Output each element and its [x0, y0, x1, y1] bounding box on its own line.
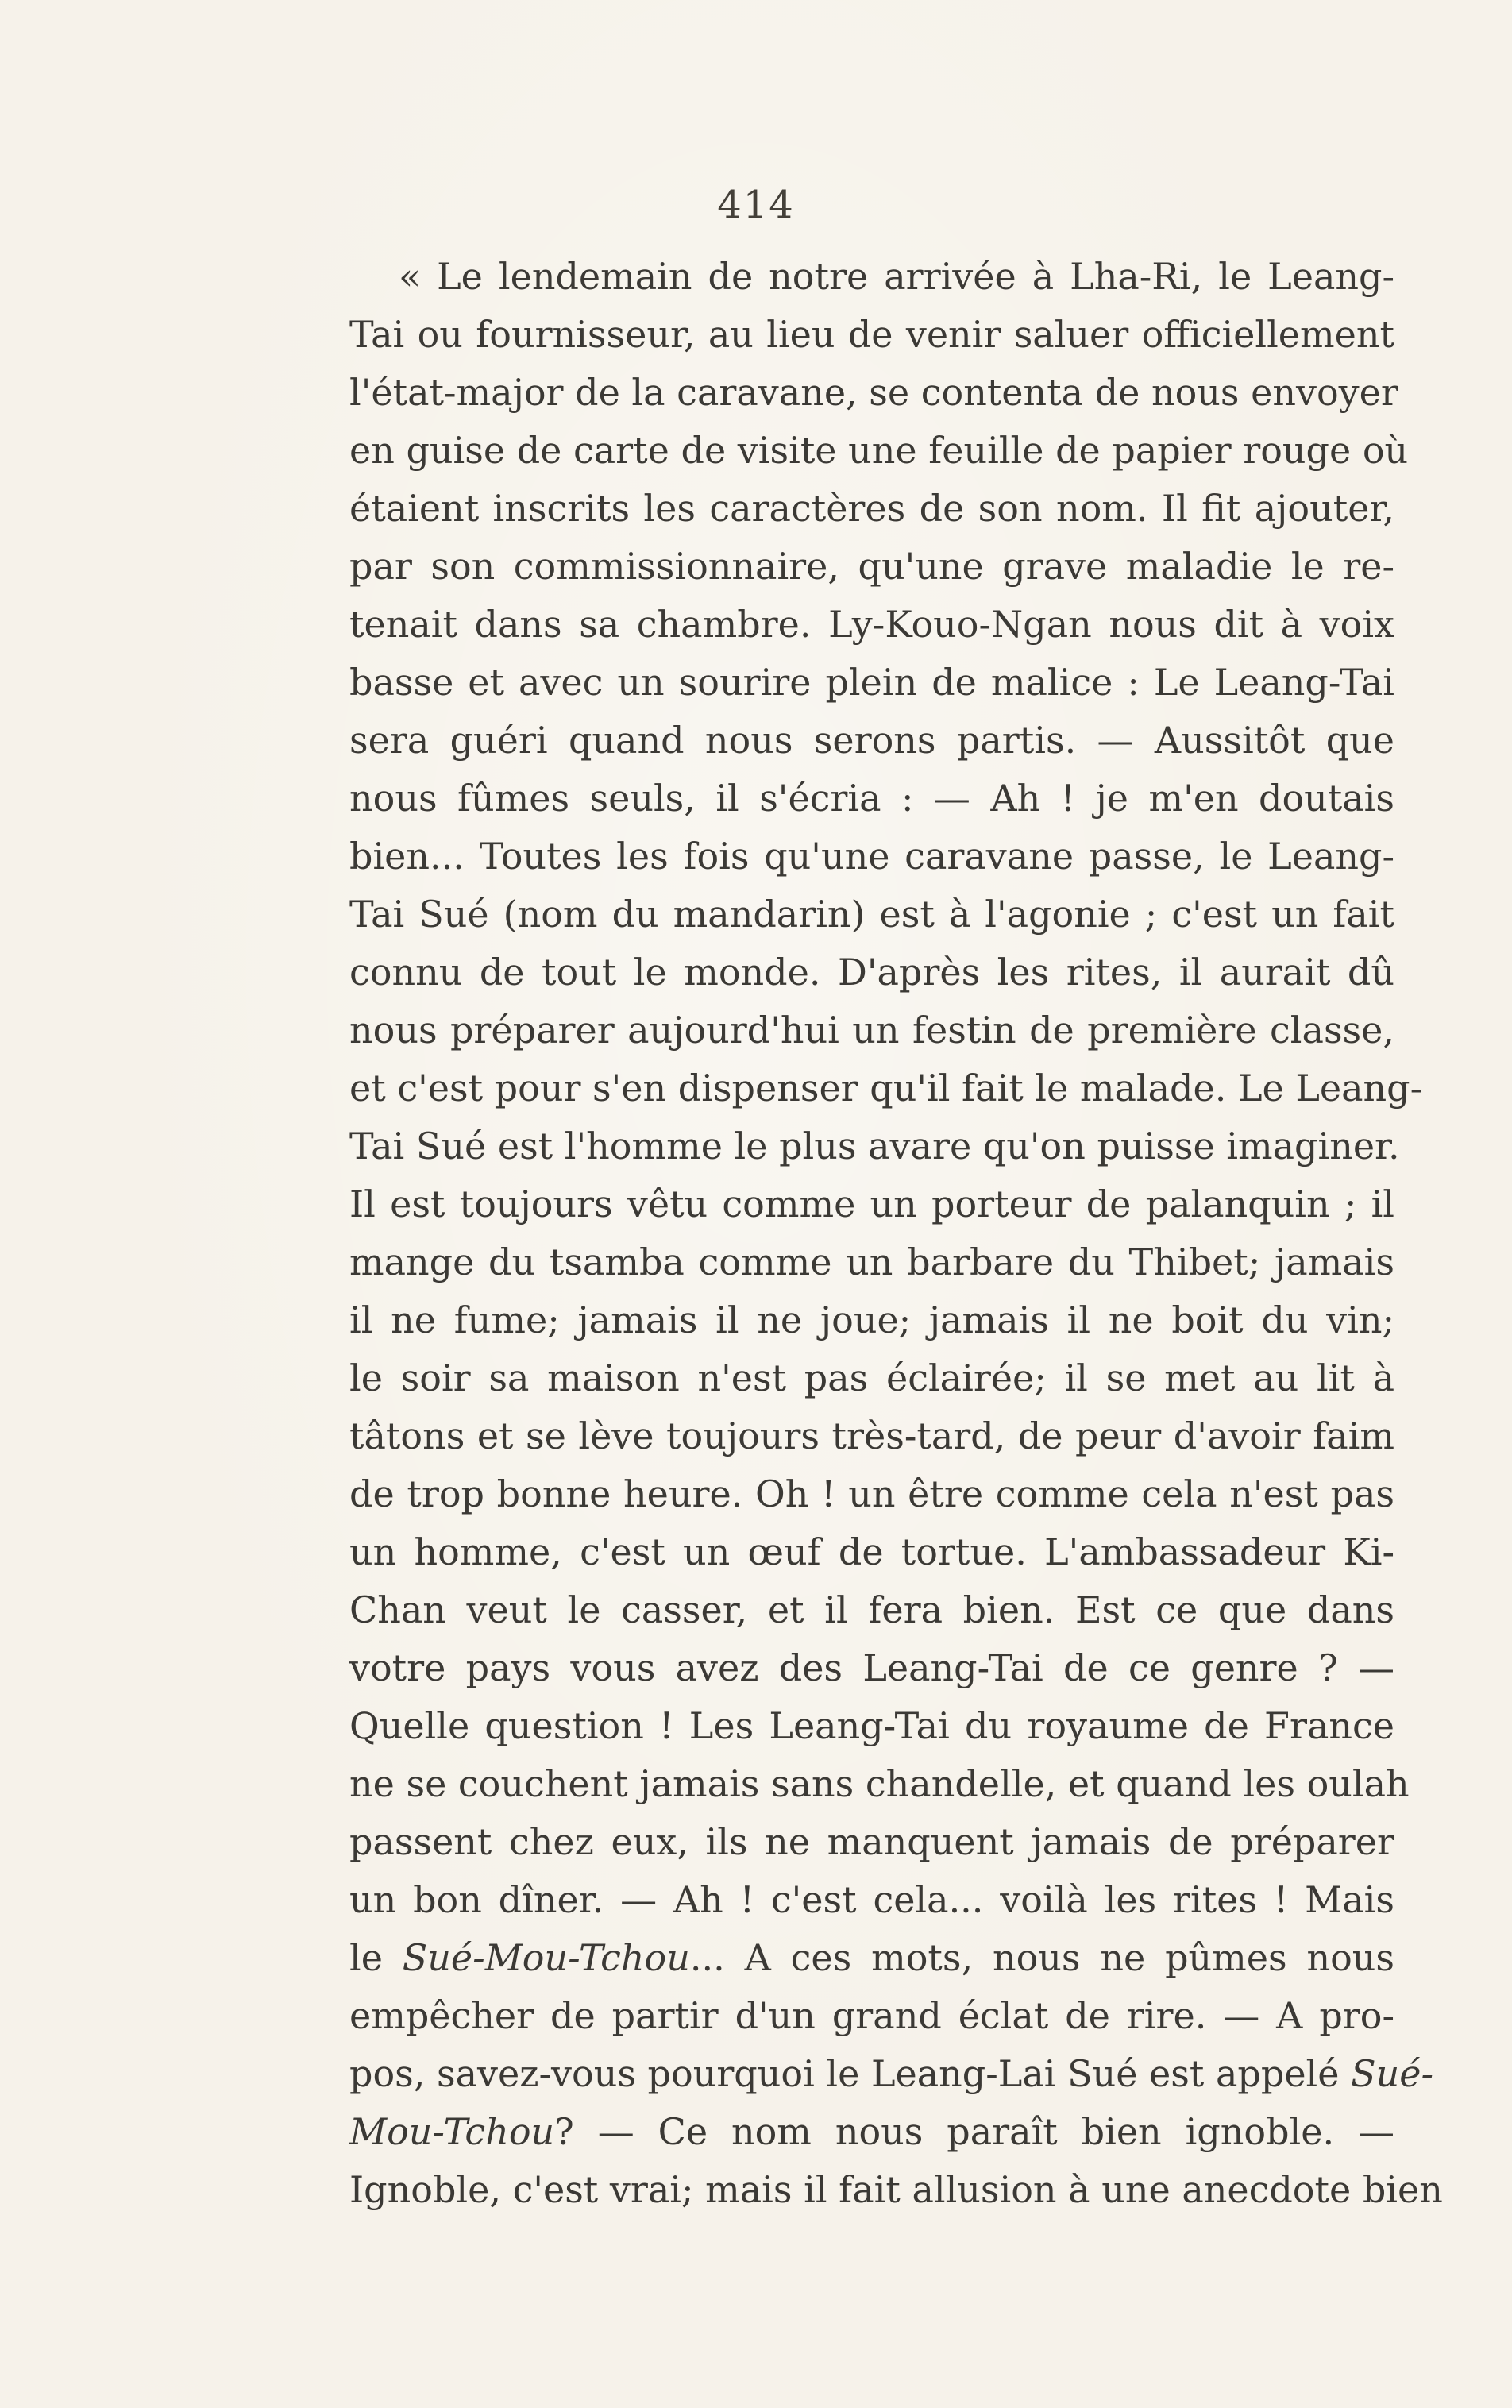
text-line: un homme, c'est un œuf de tortue. L'ambassadeur Ki-	[349, 1530, 1394, 1573]
text-line: Chan veut le casser, et il fera bien. Est ce que dans	[349, 1588, 1394, 1631]
text-segment: le	[349, 1936, 403, 1979]
text-line: bien... Toutes les fois qu'une caravane passe, le Leang-	[349, 835, 1394, 878]
italic-name: Sué-Mou-Tchou	[402, 1936, 690, 1979]
text-line: Ignoble, c'est vrai; mais il fait allusion à une anecdote bien	[349, 2168, 1443, 2211]
text-line: étaient inscrits les caractères de son nom. Il fit ajouter,	[349, 487, 1394, 530]
text-segment: ... A ces mots, nous ne pûmes nous	[689, 1936, 1394, 1979]
text-line-with-italic	[349, 1929, 1394, 1987]
text-line: et c'est pour s'en dispenser qu'il fait le malade. Le Leang-	[349, 1067, 1423, 1109]
text-line: votre pays vous avez des Leang-Tai de ce genre ? —	[349, 1646, 1394, 1689]
italic-name: Mou-Tchou	[349, 2110, 555, 2153]
page-number: 414	[717, 183, 795, 227]
text-line: Tai Sué est l'homme le plus avare qu'on puisse imaginer.	[349, 1125, 1400, 1167]
text-line: tenait dans sa chambre. Ly-Kouo-Ngan nous dit à voix	[349, 603, 1394, 646]
text-line: Tai Sué (nom du mandarin) est à l'agonie ; c'est un fait	[349, 893, 1394, 936]
text-line: un bon dîner. — Ah ! c'est cela... voilà les rites ! Mais	[349, 1878, 1394, 1921]
text-line: mange du tsamba comme un barbare du Thibet; jamais	[349, 1241, 1394, 1283]
text-segment: pos, savez-vous pourquoi le Leang-Lai Sué est appelé	[349, 2052, 1352, 2095]
body-text	[349, 248, 1443, 2219]
text-line: nous fûmes seuls, il s'écria : — Ah ! je m'en doutais	[349, 777, 1394, 820]
text-line: en guise de carte de visite une feuille de papier rouge où	[349, 429, 1409, 472]
text-line-with-italic	[349, 2045, 1433, 2103]
text-segment: ? — Ce nom nous paraît bien ignoble. —	[554, 2110, 1394, 2153]
italic-name: Sué-	[1351, 2052, 1433, 2095]
text-line: passent chez eux, ils ne manquent jamais de préparer	[349, 1820, 1394, 1863]
text-line: tâtons et se lève toujours très-tard, de peur d'avoir faim	[349, 1414, 1394, 1457]
text-line: l'état-major de la caravane, se contenta de nous envoyer	[349, 371, 1398, 414]
text-line: nous préparer aujourd'hui un festin de première classe,	[349, 1009, 1394, 1052]
text-line: basse et avec un sourire plein de malice : Le Leang-Tai	[349, 661, 1394, 704]
text-line: ne se couchent jamais sans chandelle, et quand les oulah	[349, 1762, 1410, 1805]
text-line: « Le lendemain de notre arrivée à Lha-Ri, le Leang-	[399, 255, 1394, 298]
text-line: le soir sa maison n'est pas éclairée; il se met au lit à	[349, 1356, 1394, 1399]
text-line-with-italic	[349, 2103, 1394, 2161]
text-line: de trop bonne heure. Oh ! un être comme cela n'est pas	[349, 1472, 1394, 1515]
text-line: Il est toujours vêtu comme un porteur de palanquin ; il	[349, 1183, 1394, 1225]
text-line: Tai ou fournisseur, au lieu de venir saluer officiellement	[349, 313, 1394, 356]
text-line: par son commissionnaire, qu'une grave maladie le re-	[349, 545, 1394, 588]
text-line: connu de tout le monde. D'après les rites, il aurait dû	[349, 951, 1394, 994]
text-line: Quelle question ! Les Leang-Tai du royaume de France	[349, 1704, 1394, 1747]
text-line: il ne fume; jamais il ne joue; jamais il ne boit du vin;	[349, 1299, 1394, 1341]
text-line: sera guéri quand nous serons partis. — Aussitôt que	[349, 719, 1394, 762]
text-line: empêcher de partir d'un grand éclat de rire. — A pro-	[349, 1994, 1394, 2037]
